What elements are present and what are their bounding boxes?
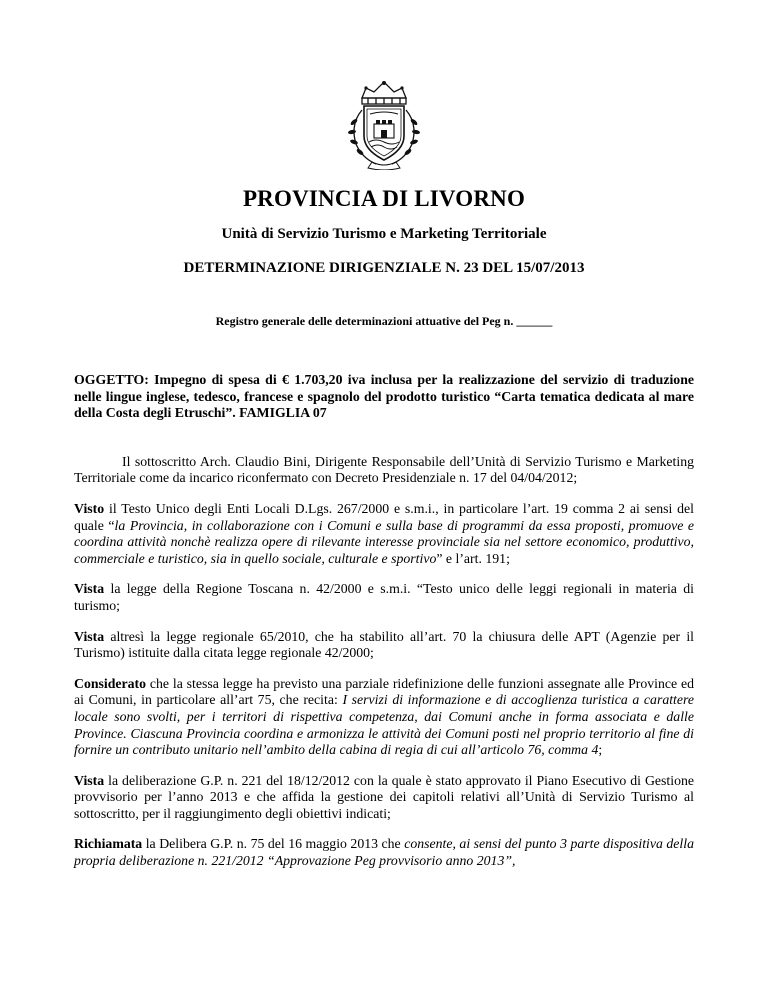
paragraph-text: la deliberazione G.P. n. 221 del 18/12/2012 con la quale è stato approvato il Piano Esecutivo di Gestione provvisorio per l’anno 2013 e che affida la gestione dei capitoli relativi all’Unità di Servizio Turismo al sottoscritto, per il raggiungimento degli obiettivi indicati; bbox=[74, 772, 694, 821]
paragraph-text: ” e l’art. 191; bbox=[436, 550, 510, 566]
paragraph-lead: Vista bbox=[74, 581, 105, 597]
paragraph-lead: Vista bbox=[74, 772, 105, 788]
crest-icon bbox=[336, 78, 432, 170]
intro-paragraph: Il sottoscritto Arch. Claudio Bini, Dirigente Responsabile dell’Unità di Servizio Turismo e Marketing Territoriale come da incarico riconfermato con Decreto Presidenziale n. 17 del 04/04/2012; bbox=[74, 453, 694, 486]
paragraph-text: la legge della Regione Toscana n. 42/2000 e s.m.i. “Testo unico delle leggi regionali in materia di turismo; bbox=[74, 581, 694, 613]
paragraph-lead: Richiamata bbox=[74, 836, 143, 852]
paragraph-vista-delibera-221 bbox=[74, 773, 694, 823]
paragraph-vista-legge-42 bbox=[74, 581, 694, 614]
service-unit-heading: Unità di Servizio Turismo e Marketing Territoriale bbox=[221, 226, 547, 242]
subject-paragraph: OGGETTO: Impegno di spesa di € 1.703,20 iva inclusa per la realizzazione del servizio di traduzione nelle lingue inglese, tedesco, francese e spagnolo del prodotto turistico “Carta tematica dedicata al mare della Costa degli Etruschi”. FAMIGLIA 07 bbox=[74, 372, 694, 421]
paragraph-text: altresì la legge regionale 65/2010, che ha stabilito all’art. 70 la chiusura delle APT (Agenzie per il Turismo) istituite dalla citata legge regionale 42/2000; bbox=[74, 628, 694, 661]
paragraph-vista-legge-65 bbox=[74, 629, 694, 662]
registry-line: Registro generale delle determinazioni attuative del Peg n. ______ bbox=[215, 314, 553, 328]
paragraph-text: il Testo Unico degli Enti Locali D.Lgs. 267/2000 e s.m.i., in particolare l’art. 19 comma 2 ai sensi del quale “ bbox=[74, 500, 694, 533]
paragraph-lead: Vista bbox=[74, 628, 105, 644]
page-title: PROVINCIA DI LIVORNO bbox=[242, 186, 526, 211]
paragraph-lead: Considerato bbox=[74, 675, 147, 691]
paragraph-text: la Delibera G.P. n. 75 del 16 maggio 2013 che bbox=[142, 836, 405, 852]
quoted-text: la Provincia, in collaborazione con i Comuni e sulla base di programmi da essa proposti, promuove e coordina attività nonchè realizza opere di rilevante interesse provinciale sia nel settore economico, produttivo, commerciale e turistico, sia in quello sociale, culturale e sportivo bbox=[74, 517, 694, 566]
paragraph-text: ; bbox=[598, 742, 603, 758]
quoted-text: consente, ai sensi del punto 3 parte dispositiva della propria deliberazione n. 221/2012 “Approvazione Peg provvisorio anno 2013”, bbox=[74, 836, 694, 869]
paragraph-considerato bbox=[74, 676, 694, 759]
paragraph-lead: Visto bbox=[74, 500, 105, 516]
determination-heading: DETERMINAZIONE DIRIGENZIALE N. 23 DEL 15/07/2013 bbox=[183, 260, 585, 276]
paragraph-visto-tuel bbox=[74, 501, 694, 567]
paragraph-richiamata bbox=[74, 836, 694, 869]
paragraph-text: che la stessa legge ha previsto una parziale ridefinizione delle funzioni assegnate alle Province ed ai Comuni, in particolare all’art 75, che recita: bbox=[74, 675, 694, 708]
document-body bbox=[74, 372, 694, 884]
quoted-text: I servizi di informazione e di accoglienza turistica a carattere locale sono svolti, per i territori di rispettiva competenza, dai Comuni anche in forma associata e dalle Province. Ciascuna Provincia coordina e armonizza le attività dei Comuni posti nel proprio territorio al fine di fornire un contributo unitario nell’ambito della cabina di regia di cui all’articolo 76, comma 4 bbox=[74, 692, 694, 758]
